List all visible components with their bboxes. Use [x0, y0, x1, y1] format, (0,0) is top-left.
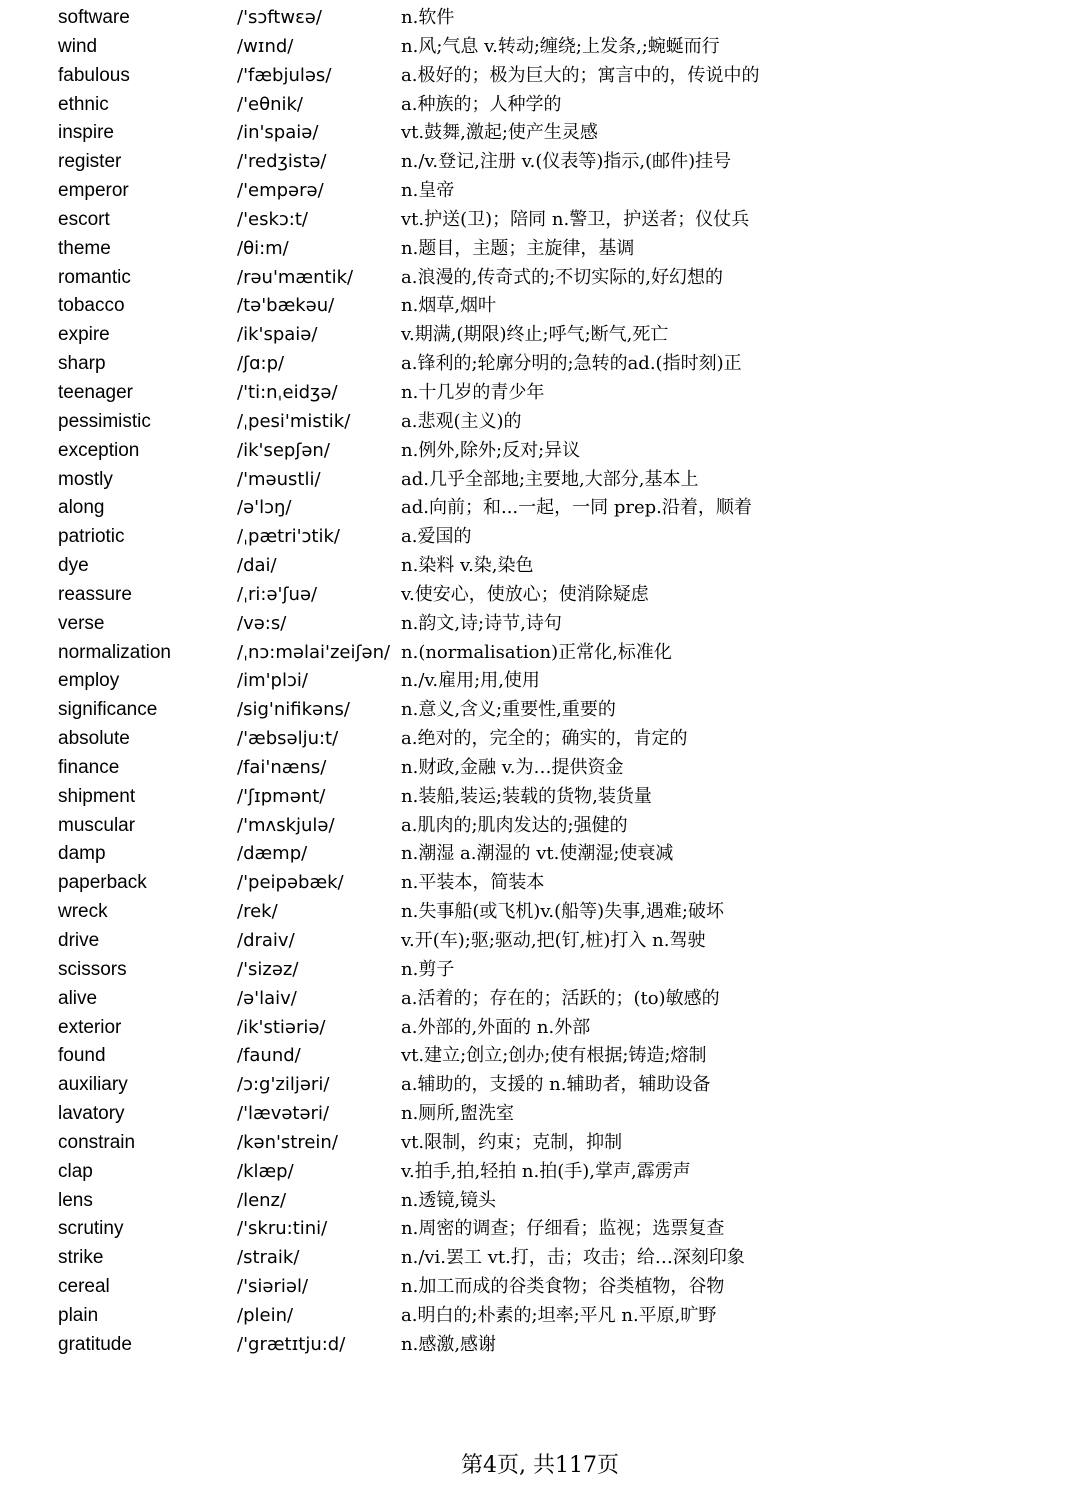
vocab-word: alive: [58, 987, 98, 1009]
vocab-word: gratitude: [58, 1333, 132, 1355]
vocab-phonetic: /θi:m/: [237, 237, 289, 259]
vocab-definition: v.开(车);驱;驱动,把(钉,桩)打入 n.驾驶: [401, 930, 706, 951]
page-number-footer: 第4页, 共117页: [461, 1453, 619, 1478]
vocab-word: ethnic: [58, 93, 109, 115]
vocab-definition: n.透镜,镜头: [401, 1189, 497, 1211]
vocab-phonetic: /'sizəz/: [237, 958, 299, 980]
vocab-word: found: [58, 1045, 106, 1067]
vocab-word: plain: [58, 1304, 99, 1326]
vocab-phonetic: /'məustli/: [237, 468, 321, 490]
vocab-phonetic: /ɔ:g'ziljəri/: [237, 1074, 330, 1096]
vocab-word: along: [58, 497, 105, 519]
vocab-word: exception: [58, 439, 140, 461]
vocab-definition: n.风;气息 v.转动;缠绕;上发条,;蜿蜒而行: [401, 35, 720, 57]
vocab-phonetic: /plein/: [237, 1304, 294, 1326]
vocab-word: teenager: [58, 381, 134, 403]
vocab-phonetic: /'lævətəri/: [237, 1103, 330, 1125]
vocab-phonetic: /rəu'mæntik/: [237, 266, 354, 288]
vocab-word: auxiliary: [58, 1074, 128, 1096]
vocab-definition: n./v.登记,注册 v.(仪表等)指示,(邮件)挂号: [401, 151, 732, 173]
vocab-phonetic: /ˌpætri'ɔtik/: [237, 526, 340, 548]
vocab-definition: vt.建立;创立;创办;使有根据;铸造;熔制: [401, 1045, 707, 1067]
vocab-word: scissors: [58, 958, 127, 980]
vocab-definition: n.财政,金融 v.为…提供资金: [401, 756, 624, 778]
vocab-phonetic: /straik/: [237, 1247, 300, 1269]
vocab-word: tobacco: [58, 295, 125, 317]
vocab-phonetic: /'æbsəlju:t/: [237, 728, 339, 750]
vocab-word: clap: [58, 1160, 93, 1182]
vocab-word: fabulous: [58, 64, 130, 86]
vocab-word: exterior: [58, 1016, 122, 1038]
vocab-definition: a.极好的；极为巨大的；寓言中的，传说中的: [401, 64, 760, 86]
vocab-definition: n.失事船(或飞机)v.(船等)失事,遇难;破坏: [401, 901, 724, 923]
vocab-entry: [58, 350, 1038, 379]
vocab-entry: [58, 696, 1038, 725]
vocab-definition: n.装船,装运;装载的货物,装货量: [401, 785, 652, 807]
vocab-entry: [58, 62, 1038, 91]
vocab-word: escort: [58, 208, 110, 230]
vocab-word: theme: [58, 237, 111, 259]
vocab-entry: [58, 927, 1038, 956]
vocab-entry: [58, 1129, 1038, 1158]
vocab-phonetic: /'skru:tini/: [237, 1218, 328, 1240]
vocab-phonetic: /ˌpesi'mistik/: [237, 410, 351, 432]
vocab-definition: vt.限制，约束；克制，抑制: [401, 1131, 623, 1153]
vocabulary-list: [58, 4, 1038, 1360]
vocab-definition: n.染料 v.染,染色: [401, 555, 534, 577]
vocab-word: reassure: [58, 583, 132, 605]
vocab-definition: v.使安心，使放心；使消除疑虑: [401, 583, 649, 605]
vocab-phonetic: /tə'bækəu/: [237, 295, 335, 317]
vocab-phonetic: /'mʌskjulə/: [237, 814, 335, 836]
vocab-definition: n.十几岁的青少年: [401, 381, 545, 403]
vocab-word: constrain: [58, 1131, 136, 1153]
vocab-entry: [58, 639, 1038, 668]
vocab-definition: n.潮湿 a.潮湿的 vt.使潮湿;使衰减: [401, 843, 674, 865]
vocab-word: employ: [58, 670, 120, 692]
vocab-word: dye: [58, 555, 89, 577]
vocab-entry: [58, 437, 1038, 466]
vocab-word: romantic: [58, 266, 131, 288]
vocab-entry: [58, 177, 1038, 206]
vocab-phonetic: /ik'stiəriə/: [237, 1016, 326, 1038]
vocab-definition: a.种族的；人种学的: [401, 93, 562, 115]
vocab-word: absolute: [58, 728, 130, 750]
vocab-phonetic: /klæp/: [237, 1160, 294, 1182]
vocab-entry: [58, 667, 1038, 696]
vocab-phonetic: /'eθnik/: [237, 93, 303, 115]
vocab-definition: a.辅助的，支援的 n.辅助者，辅助设备: [401, 1074, 711, 1096]
vocab-word: patriotic: [58, 526, 125, 548]
vocab-entry: [58, 985, 1038, 1014]
vocab-entry: [58, 206, 1038, 235]
vocab-phonetic: /ʃɑ:p/: [237, 353, 285, 375]
vocab-word: normalization: [58, 641, 171, 663]
vocab-entry: [58, 379, 1038, 408]
vocab-definition: n.韵文,诗;诗节,诗句: [401, 612, 562, 634]
vocab-definition: ad.向前；和...一起，一同 prep.沿着，顺着: [401, 497, 752, 519]
vocab-word: scrutiny: [58, 1218, 124, 1240]
vocab-definition: a.外部的,外面的 n.外部: [401, 1016, 591, 1038]
vocab-entry: [58, 754, 1038, 783]
vocab-entry: [58, 1215, 1038, 1244]
vocab-definition: a.肌肉的;肌肉发达的;强健的: [401, 814, 628, 836]
vocab-phonetic: /və:s/: [237, 612, 287, 634]
vocab-definition: n.例外,除外;反对;异议: [401, 439, 581, 461]
vocab-entry: [58, 956, 1038, 985]
vocab-entry: [58, 91, 1038, 120]
vocab-entry: [58, 466, 1038, 495]
vocab-definition: n.(normalisation)正常化,标准化: [401, 641, 672, 663]
vocab-definition: n.意义,含义;重要性,重要的: [401, 699, 616, 721]
vocab-word: lens: [58, 1189, 93, 1211]
vocab-phonetic: /kən'strein/: [237, 1131, 338, 1153]
vocab-definition: n./vi.罢工 vt.打，击；攻击；给…深刻印象: [401, 1247, 745, 1269]
vocab-phonetic: /ˌnɔ:məlai'zeiʃən/: [237, 641, 391, 663]
vocab-entry: [58, 523, 1038, 552]
vocab-definition: n.皇帝: [401, 180, 455, 202]
vocab-entry: [58, 119, 1038, 148]
vocab-entry: [58, 292, 1038, 321]
vocab-entry: [58, 408, 1038, 437]
vocab-phonetic: /'ti:nˌeidʒə/: [237, 381, 338, 403]
vocab-word: finance: [58, 756, 120, 778]
vocab-phonetic: /faund/: [237, 1045, 301, 1067]
vocab-word: mostly: [58, 468, 113, 490]
vocab-word: emperor: [58, 180, 129, 202]
vocab-word: lavatory: [58, 1103, 125, 1125]
vocab-entry: [58, 494, 1038, 523]
vocab-definition: n.厕所,盥洗室: [401, 1103, 515, 1125]
vocab-word: expire: [58, 324, 110, 346]
vocab-phonetic: /'eskɔ:t/: [237, 208, 308, 230]
vocab-phonetic: /'siəriəl/: [237, 1276, 309, 1298]
vocab-phonetic: /'empərə/: [237, 180, 324, 202]
vocab-word: paperback: [58, 872, 147, 894]
vocab-entry: [58, 1042, 1038, 1071]
vocab-word: sharp: [58, 353, 106, 375]
vocab-phonetic: /ik'sepʃən/: [237, 439, 330, 461]
vocab-word: shipment: [58, 785, 136, 807]
vocab-entry: [58, 869, 1038, 898]
vocab-phonetic: /sig'nifikəns/: [237, 699, 350, 721]
vocab-word: muscular: [58, 814, 136, 836]
vocab-definition: vt.鼓舞,激起;使产生灵感: [401, 122, 598, 144]
vocab-phonetic: /ˌri:ə'ʃuə/: [237, 583, 318, 605]
vocab-word: inspire: [58, 122, 114, 144]
vocab-entry: [58, 1244, 1038, 1273]
vocab-word: drive: [58, 930, 100, 951]
vocab-phonetic: /'peipəbæk/: [237, 872, 344, 894]
vocab-phonetic: /im'plɔi/: [237, 670, 308, 692]
vocab-definition: a.活着的；存在的；活跃的；(to)敏感的: [401, 987, 720, 1009]
vocab-entry: [58, 1014, 1038, 1043]
vocab-phonetic: /rek/: [237, 901, 278, 923]
vocab-definition: n.周密的调查；仔细看；监视；选票复查: [401, 1218, 725, 1240]
vocab-definition: n./v.雇用;用,使用: [401, 670, 540, 692]
vocab-word: register: [58, 151, 122, 173]
vocab-phonetic: /'sɔftwεə/: [237, 7, 322, 28]
vocab-entry: [58, 4, 1038, 33]
vocab-definition: n.感激,感谢: [401, 1333, 497, 1355]
vocab-word: software: [58, 7, 130, 28]
vocab-definition: vt.护送(卫)；陪同 n.警卫，护送者；仪仗兵: [401, 208, 750, 230]
vocab-entry: [58, 581, 1038, 610]
vocab-entry: [58, 1071, 1038, 1100]
vocab-word: wreck: [58, 901, 108, 923]
vocab-entry: [58, 321, 1038, 350]
vocab-definition: v.拍手,拍,轻拍 n.拍(手),掌声,霹雳声: [401, 1160, 691, 1182]
vocab-definition: n.软件: [401, 7, 455, 28]
vocab-phonetic: /'ʃɪpmənt/: [237, 785, 326, 807]
vocab-entry: [58, 1187, 1038, 1216]
vocab-entry: [58, 552, 1038, 581]
vocab-word: strike: [58, 1247, 104, 1269]
vocab-phonetic: /wɪnd/: [237, 35, 294, 57]
vocab-definition: ad.几乎全部地;主要地,大部分,基本上: [401, 468, 699, 490]
vocab-phonetic: /ə'lɔŋ/: [237, 497, 292, 519]
vocab-entry: [58, 898, 1038, 927]
vocab-phonetic: /dai/: [237, 555, 277, 577]
vocab-word: significance: [58, 699, 158, 721]
vocab-entry: [58, 1302, 1038, 1331]
vocab-word: verse: [58, 612, 105, 634]
vocab-entry: [58, 840, 1038, 869]
vocab-entry: [58, 148, 1038, 177]
vocab-definition: n.平装本，简装本: [401, 872, 545, 894]
vocab-definition: n.剪子: [401, 958, 455, 980]
vocab-phonetic: /ik'spaiə/: [237, 324, 318, 346]
vocab-definition: a.锋利的;轮廓分明的;急转的ad.(指时刻)正: [401, 353, 742, 375]
vocab-definition: n.题目，主题；主旋律，基调: [401, 237, 635, 259]
vocab-phonetic: /in'spaiə/: [237, 122, 319, 144]
vocab-definition: a.明白的;朴素的;坦率;平凡 n.平原,旷野: [401, 1304, 717, 1326]
vocab-definition: a.爱国的: [401, 526, 472, 548]
vocab-word: cereal: [58, 1276, 110, 1298]
vocab-word: pessimistic: [58, 410, 151, 432]
vocab-definition: a.浪漫的,传奇式的;不切实际的,好幻想的: [401, 266, 723, 288]
vocab-definition: v.期满,(期限)终止;呼气;断气,死亡: [401, 324, 669, 346]
vocab-entry: [58, 1331, 1038, 1360]
vocab-entry: [58, 812, 1038, 841]
vocab-entry: [58, 33, 1038, 62]
vocab-phonetic: /'redʒistə/: [237, 151, 327, 173]
vocab-definition: a.悲观(主义)的: [401, 410, 522, 432]
vocab-entry: [58, 1273, 1038, 1302]
vocab-entry: [58, 1158, 1038, 1187]
vocab-entry: [58, 264, 1038, 293]
vocab-entry: [58, 725, 1038, 754]
vocab-phonetic: /lenz/: [237, 1189, 287, 1211]
vocab-phonetic: /dæmp/: [237, 843, 308, 865]
vocab-entry: [58, 1100, 1038, 1129]
vocab-phonetic: /'grætɪtju:d/: [237, 1333, 346, 1355]
vocab-definition: a.绝对的，完全的；确实的，肯定的: [401, 728, 688, 750]
vocab-phonetic: /fai'næns/: [237, 756, 327, 778]
vocab-word: wind: [58, 35, 98, 57]
vocab-word: damp: [58, 843, 106, 865]
vocab-entry: [58, 610, 1038, 639]
vocab-definition: n.加工而成的谷类食物；谷类植物，谷物: [401, 1276, 725, 1298]
vocab-phonetic: /draiv/: [237, 930, 295, 951]
vocab-entry: [58, 783, 1038, 812]
vocab-entry: [58, 235, 1038, 264]
vocab-phonetic: /ə'laiv/: [237, 987, 297, 1009]
vocab-definition: n.烟草,烟叶: [401, 295, 497, 317]
vocab-phonetic: /'fæbjuləs/: [237, 64, 332, 86]
